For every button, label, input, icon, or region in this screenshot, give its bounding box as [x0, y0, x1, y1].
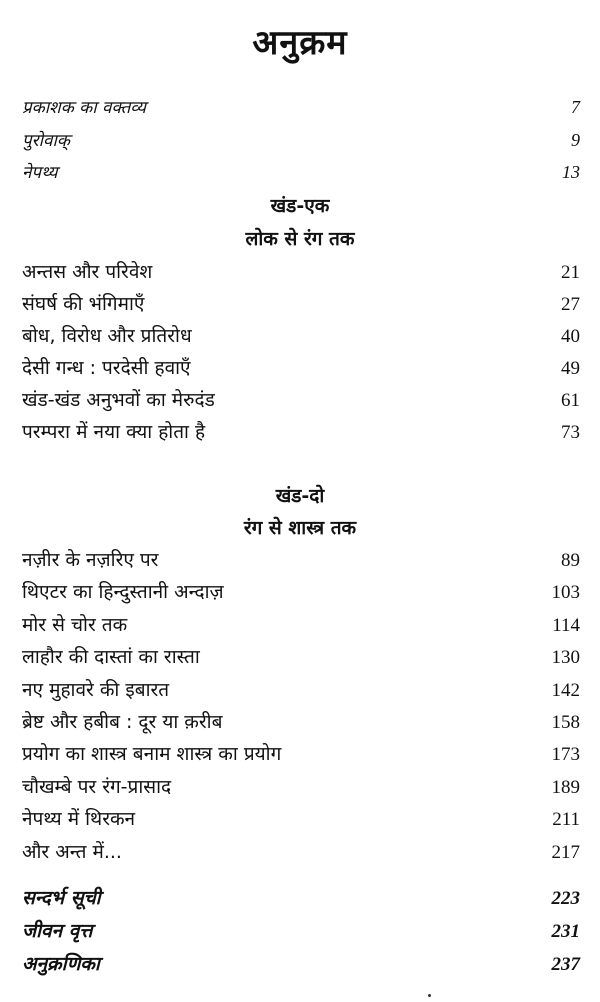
toc-entry-title: अनुक्रणिका	[22, 953, 100, 975]
toc-entry	[22, 258, 580, 284]
toc-entry	[22, 290, 580, 316]
toc-entry	[22, 740, 580, 766]
toc-entry-page: 211	[552, 809, 580, 830]
toc-entry-title: देसी गन्ध : परदेसी हवाएँ	[22, 357, 191, 379]
toc-entry-page: 13	[562, 162, 580, 182]
toc-entry-title: थिएटर का हिन्दुस्तानी अन्दाज़	[22, 581, 224, 603]
toc-entry-title: बोध, विरोध और प्रतिरोध	[22, 325, 192, 347]
toc-entry-page: 49	[561, 358, 580, 379]
toc-entry	[22, 578, 580, 604]
toc-entry-title: प्रकाशक का वक्तव्य	[22, 98, 146, 118]
page-title: अनुक्रम	[252, 23, 348, 63]
toc-entry	[22, 611, 580, 637]
section-subtitle: लोक से रंग तक	[245, 228, 355, 250]
toc-entry	[22, 917, 580, 943]
toc-entry-title: परम्परा में नया क्या होता है	[22, 421, 206, 443]
toc-entry-page: 142	[551, 680, 580, 701]
toc-entry-page: 89	[561, 550, 580, 571]
toc-entry-title: ब्रेष्ट और हबीब : दूर या क़रीब	[22, 711, 223, 733]
toc-entry-title: नए मुहावरे की इबारत	[22, 679, 170, 701]
toc-entry-page: 158	[551, 712, 580, 733]
section-label: खंड-दो	[275, 485, 325, 507]
toc-entry-page: 103	[551, 582, 580, 603]
toc-entry	[22, 884, 580, 910]
toc-entry	[22, 128, 580, 151]
toc-entry-page: 7	[571, 97, 580, 117]
section-subtitle: रंग से शास्त्र तक	[243, 517, 357, 539]
ink-speck	[428, 994, 431, 997]
toc-entry-page: 21	[561, 262, 580, 283]
toc-entry-page: 40	[561, 326, 580, 347]
toc-entry	[22, 322, 580, 348]
section-label: खंड-एक	[270, 195, 330, 217]
toc-entry-title: नेपथ्य	[22, 163, 58, 183]
toc-entry-page: 130	[551, 647, 580, 668]
toc-entry-page: 73	[561, 422, 580, 443]
toc-entry	[22, 386, 580, 412]
toc-entry-title: प्रयोग का शास्त्र बनाम शास्त्र का प्रयोग	[22, 743, 282, 765]
toc-entry-title: संघर्ष की भंगिमाएँ	[22, 293, 145, 315]
toc-entry	[22, 676, 580, 702]
toc-entry-title: नज़ीर के नज़रिए पर	[22, 549, 159, 571]
toc-entry-title: लाहौर की दास्तां का रास्ता	[22, 646, 200, 668]
toc-entry-page: 27	[561, 294, 580, 315]
toc-entry	[22, 418, 580, 444]
toc-entry-page: 189	[551, 777, 580, 798]
toc-entry	[22, 708, 580, 734]
toc-entry	[22, 643, 580, 669]
toc-entry-page: 9	[571, 130, 580, 150]
toc-entry-page: 114	[552, 615, 580, 636]
toc-entry-page: 231	[551, 921, 580, 942]
toc-entry-page: 223	[551, 888, 580, 909]
toc-entry	[22, 546, 580, 572]
toc-entry-title: सन्दर्भ सूची	[22, 887, 101, 909]
toc-entry-title: जीवन वृत्त	[22, 920, 93, 942]
toc-entry-page: 173	[551, 744, 580, 765]
toc-entry	[22, 950, 580, 976]
toc-entry-title: खंड-खंड अनुभवों का मेरुदंड	[22, 389, 215, 411]
toc-entry-title: चौखम्बे पर रंग-प्रासाद	[22, 776, 172, 798]
toc-entry	[22, 354, 580, 380]
toc-entry	[22, 805, 580, 831]
toc-entry	[22, 838, 580, 864]
toc-entry-title: और अन्त में...	[22, 841, 122, 863]
toc-entry-title: पुरोवाक्	[22, 131, 70, 151]
toc-entry-title: नेपथ्य में थिरकन	[22, 808, 136, 830]
toc-entry	[22, 773, 580, 799]
toc-entry	[22, 160, 580, 183]
toc-entry-page: 217	[551, 842, 580, 863]
toc-entry-page: 61	[561, 390, 580, 411]
toc-entry-page: 237	[551, 954, 580, 975]
toc-entry-title: अन्तस और परिवेश	[22, 261, 153, 283]
toc-entry	[22, 95, 580, 118]
toc-entry-title: मोर से चोर तक	[22, 614, 128, 636]
